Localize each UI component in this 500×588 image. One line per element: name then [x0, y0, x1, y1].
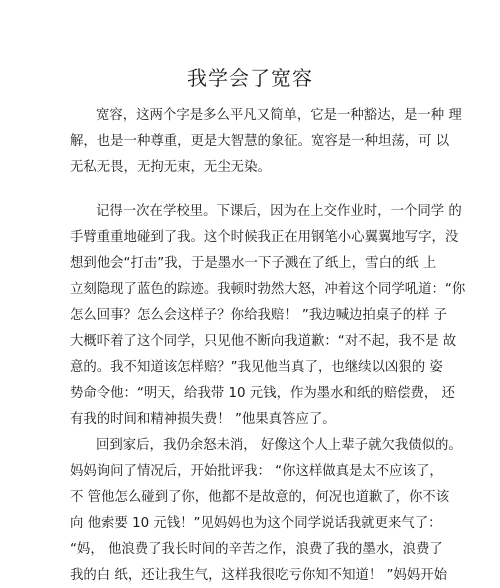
text-line: 记得一次在学校里。下课后，因为在上交作业时，一个同学 的 [96, 204, 462, 219]
text-line: “妈， 他浪费了我长时间的辛苦之作，浪费了我的墨水，浪费了 [70, 542, 443, 557]
text-line: 有我的时间和精神损失费！ ”他果真答应了。 [70, 412, 336, 427]
text-line: 手臂重重地碰到了我。这个时候我正在用钢笔小心翼翼地写字，没 [70, 230, 459, 245]
text-line: 妈妈询问了情况后，开始批评我： “你这样做真是太不应该了， [70, 464, 443, 479]
text-line: 想到他会“打击”我，于是墨水一下子溅在了纸上，雪白的纸 上 [70, 256, 437, 271]
text-line: 无私无畏，无拘无束，无尘无染。 [70, 160, 271, 175]
text-line: 怎么回事？怎么会这样子？你给我赔！ ”我边喊边拍桌子的样 子 [70, 308, 447, 323]
text-line: 意的。我不知道该怎样赔？”我见他当真了，也继续以凶狠的 姿 [70, 360, 443, 375]
text-line: 向 他索要 10 元钱！”见妈妈也为这个同学说话我就更来气了： [70, 516, 442, 531]
text-line: 不 管他怎么碰到了你，他都不是故意的，何况也道歉了，你不该 [70, 490, 450, 505]
text-line: 解，也是一种尊重，更是大智慧的象征。宽容是一种坦荡，可 以 [70, 134, 450, 149]
text-line: 回到家后，我仍余怒未消， 好像这个人上辈子就欠我债似的。 [96, 438, 462, 453]
text-line: 立刻隐现了蓝色的踪迹。我顿时勃然大怒，冲着这个同学吼道：“你 [70, 282, 466, 297]
text-line: 大概吓着了这个同学，只见他不断向我道歉：“对不起，我不是 故 [70, 334, 457, 349]
page-title: 我学会了宽容 [187, 66, 313, 90]
text-line: 势命令他：“明天，给我带 10 元钱，作为墨水和纸的赔偿费， 还 [70, 386, 455, 401]
text-line: 宽容，这两个字是多么平凡又简单，它是一种豁达，是一种 理 [96, 108, 462, 123]
text-line: 我的白 纸，还让我生气，这样我很吃亏你知不知道！ ”妈妈开始 [70, 568, 447, 583]
